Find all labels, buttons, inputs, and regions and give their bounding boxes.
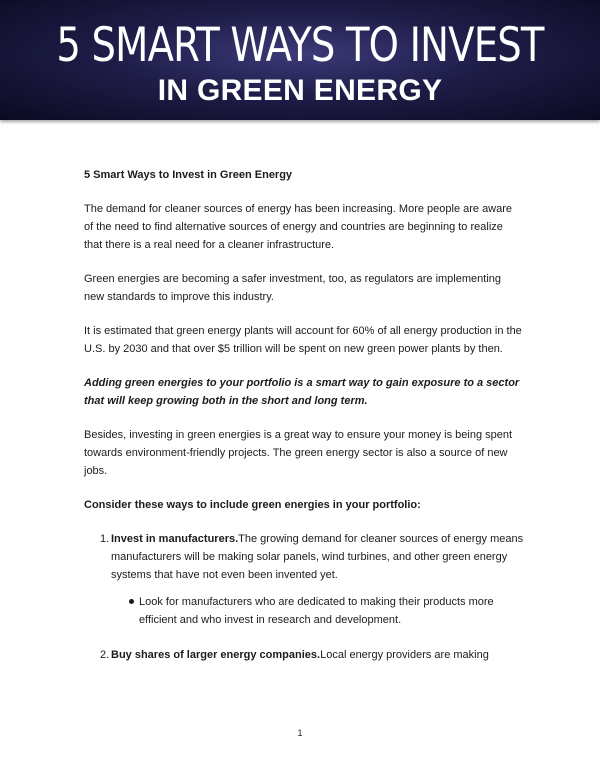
bullet-dot-icon: [129, 599, 134, 604]
banner-title-line-2: IN GREEN ENERGY: [157, 74, 443, 107]
document-title: 5 Smart Ways to Invest in Green Energy: [84, 169, 293, 181]
bullet-item-text: Look for manufacturers who are dedicated to making their products more efficient and who invest in research and development.: [139, 596, 494, 626]
list-item-text: The growing demand for cleaner sources of energy means manufacturers will be making solar panels, wind turbines, and other green energy systems that have not even been invented yet.: [111, 533, 524, 581]
paragraph-estimate: It is estimated that green energy plants will account for 60% of all energy production in the U.S. by 2030 and that over $5 trillion will be spent on new green power plants by then.: [84, 325, 522, 355]
title-banner: [0, 0, 600, 120]
list-item-number: 1.: [100, 533, 110, 545]
paragraph-emphasis: Adding green energies to your portfolio is a smart way to gain exposure to a sector that will keep growing both in the short and long term.: [84, 377, 520, 407]
banner-title-line-1: 5 SMART WAYS TO INVEST: [56, 18, 544, 73]
paragraph-besides: Besides, investing in green energies is a great way to ensure your money is being spent towards environment-friendly projects. The green energy sector is also a source of new jobs.: [84, 429, 513, 477]
list-item-number: 2.: [100, 649, 110, 661]
list-item: [84, 646, 524, 664]
document-body: [84, 166, 524, 664]
numbered-list: [84, 530, 524, 664]
paragraph-demand: The demand for cleaner sources of energy has been increasing. More people are aware of the need to find alternative sources of energy and countries are beginning to realize that there is a real need for a cleaner infrastructure.: [84, 203, 513, 251]
bullet-item: [111, 593, 524, 629]
list-item-text: Local energy providers are making: [320, 649, 489, 661]
list-item-bold-lead: Invest in manufacturers.: [111, 533, 239, 545]
list-item-bold-lead: Buy shares of larger energy companies.: [111, 649, 321, 661]
list-item: [84, 530, 524, 629]
bullet-list: [111, 593, 524, 629]
page-number: 1: [297, 728, 303, 738]
consider-heading: Consider these ways to include green energies in your portfolio:: [84, 499, 421, 511]
paragraph-safer-investment: Green energies are becoming a safer investment, too, as regulators are implementing new standards to improve this industry.: [84, 273, 501, 303]
